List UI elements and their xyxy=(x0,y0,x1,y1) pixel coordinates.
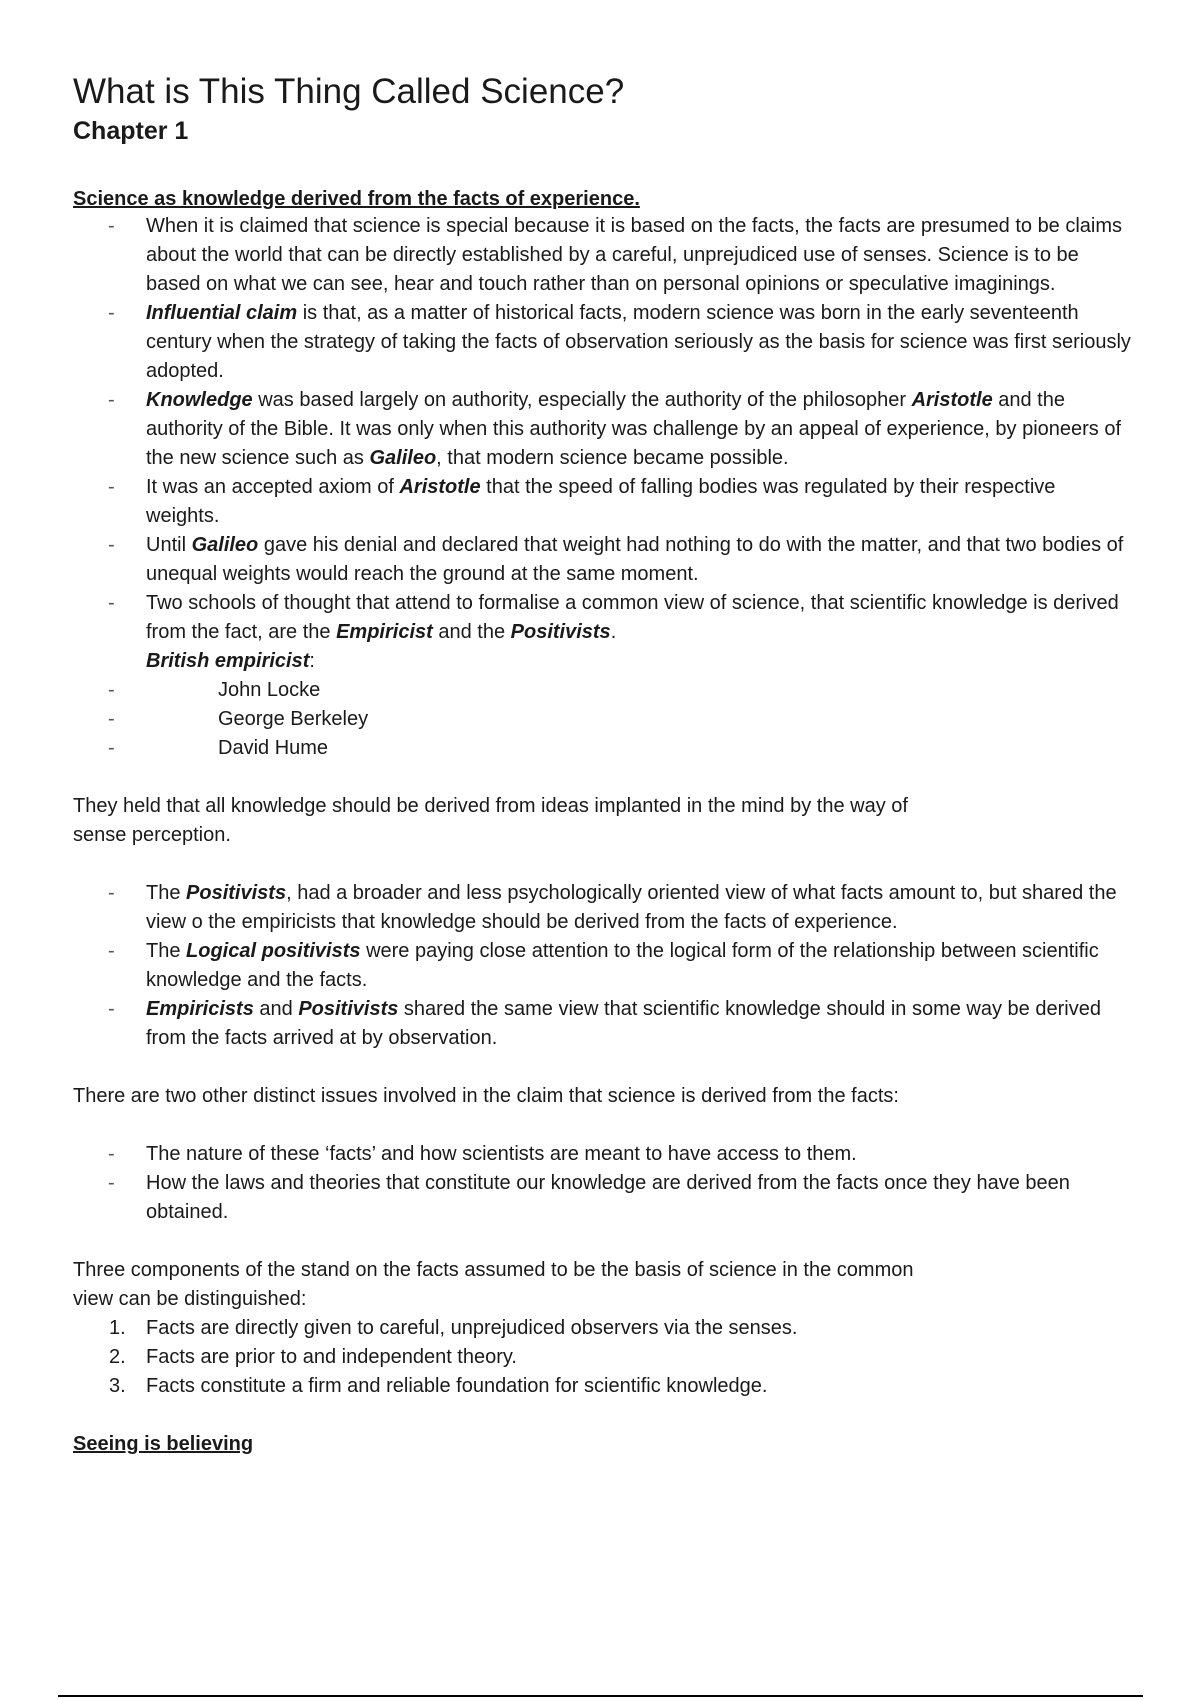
item-number: 1. xyxy=(109,1317,126,1339)
bullet-text: It was an accepted axiom of xyxy=(146,476,400,498)
item-text: Facts constitute a firm and reliable foundation for scientific knowledge. xyxy=(146,1375,768,1397)
bullet-text: was based largely on authority, especially the authority of the philosopher xyxy=(252,389,912,411)
bullet-list-issues xyxy=(73,1140,1133,1227)
bold-term: Empiricists xyxy=(146,998,254,1020)
bold-term: Aristotle xyxy=(399,476,481,498)
bold-term: Positivists xyxy=(510,621,611,643)
bullet-text: . xyxy=(610,621,617,643)
list-item xyxy=(73,212,1133,299)
label-colon: : xyxy=(309,650,315,672)
bold-term: Galileo xyxy=(191,534,259,556)
document-page xyxy=(73,70,1133,1457)
bullet-text: and the authority of the Bible. It was only when this authority was challenge by an appeal of experience, by pioneers of the new science such as xyxy=(146,389,1122,469)
empiricist-name: George Berkeley xyxy=(218,708,369,730)
bold-term: Aristotle xyxy=(911,389,993,411)
bullet-text: , that modern science became possible. xyxy=(436,447,789,469)
bold-term: Positivists xyxy=(298,998,399,1020)
bullet-text: When it is claimed that science is special because it is based on the facts, the facts are presumed to be claims about the world that can be directly established by a careful, unprejudiced use of senses. Science is to be based on what we can see, hear and touch rather than on personal opinions or speculative imaginings. xyxy=(146,215,1123,295)
bullet-text: shared the same view that scientific knowledge should in some way be derived from the facts arrived at by observation. xyxy=(146,998,1101,1049)
list-item xyxy=(73,937,1133,995)
list-item xyxy=(73,1372,1133,1401)
item-number: 2. xyxy=(109,1346,126,1368)
page-divider xyxy=(58,1695,1143,1697)
bold-term: Galileo xyxy=(369,447,437,469)
section-heading-facts: Science as knowledge derived from the facts of experience. xyxy=(73,188,640,210)
bullet-text: Until xyxy=(146,534,192,556)
chapter-heading: Chapter 1 xyxy=(73,117,189,145)
empiricist-name: David Hume xyxy=(218,737,329,759)
list-item xyxy=(73,473,1133,531)
section-heading-seeing: Seeing is believing xyxy=(73,1433,254,1455)
list-item xyxy=(73,734,1133,763)
bullet-text: The nature of these ‘facts’ and how scientists are meant to have access to them. xyxy=(146,1143,857,1165)
bold-term: Empiricist xyxy=(336,621,433,643)
item-text: Facts are directly given to careful, unprejudiced observers via the senses. xyxy=(146,1317,798,1339)
bullet-text: How the laws and theories that constitute our knowledge are derived from the facts once they have been obtained. xyxy=(146,1172,1070,1223)
list-item xyxy=(73,995,1133,1053)
document-title: What is This Thing Called Science? xyxy=(73,72,625,111)
bold-term: Positivists xyxy=(186,882,287,904)
bold-term: Influential claim xyxy=(146,302,298,324)
list-item xyxy=(73,879,1133,937)
list-item xyxy=(73,386,1133,473)
list-item xyxy=(73,589,1133,763)
item-number: 3. xyxy=(109,1375,126,1397)
bullet-list-facts xyxy=(73,212,1133,763)
list-item xyxy=(73,1140,1133,1169)
sublist-label xyxy=(146,647,1133,676)
list-item xyxy=(73,1314,1133,1343)
bold-term: Logical positivists xyxy=(186,940,361,962)
bullet-text: Two schools of thought that attend to formalise a common view of science, that scientific knowledge is derived from the fact, are the xyxy=(146,592,1119,643)
bullet-text: , had a broader and less psychologically oriented view of what facts amount to, but shared the view o the empiricists that knowledge should be derived from the facts of experience. xyxy=(146,882,1117,933)
paragraph-issues: There are two other distinct issues involved in the claim that science is derived from the facts: xyxy=(73,1085,899,1107)
bullet-list-positivists xyxy=(73,879,1133,1053)
bullet-text: The xyxy=(146,940,187,962)
bold-term: Knowledge xyxy=(146,389,253,411)
numbered-list xyxy=(73,1314,1133,1401)
list-item xyxy=(73,299,1133,386)
list-item xyxy=(73,705,1133,734)
list-item xyxy=(73,676,1133,705)
item-text: Facts are prior to and independent theory. xyxy=(146,1346,517,1368)
bullet-text: and the xyxy=(432,621,511,643)
bullet-text: were paying close attention to the logical form of the relationship between scientific knowledge and the facts. xyxy=(146,940,1099,991)
bullet-text: that the speed of falling bodies was regulated by their respective weights. xyxy=(146,476,1056,527)
bullet-text: is that, as a matter of historical facts, modern science was born in the early seventeenth century when the strategy of taking the facts of observation seriously as the basis for science was first seriously adopted. xyxy=(146,302,1131,382)
bold-term: British empiricist xyxy=(146,650,310,672)
bullet-text: The xyxy=(146,882,187,904)
paragraph-components: Three components of the stand on the facts assumed to be the basis of science in the common view can be distinguished: xyxy=(73,1259,914,1310)
paragraph-knowledge: They held that all knowledge should be derived from ideas implanted in the mind by the way of sense perception. xyxy=(73,795,908,846)
empiricist-name: John Locke xyxy=(218,679,321,701)
bullet-text: gave his denial and declared that weight had nothing to do with the matter, and that two bodies of unequal weights would reach the ground at the same moment. xyxy=(146,534,1124,585)
list-item xyxy=(73,1169,1133,1227)
list-item xyxy=(73,531,1133,589)
bullet-text: and xyxy=(253,998,299,1020)
empiricist-list xyxy=(73,676,1133,763)
list-item xyxy=(73,1343,1133,1372)
